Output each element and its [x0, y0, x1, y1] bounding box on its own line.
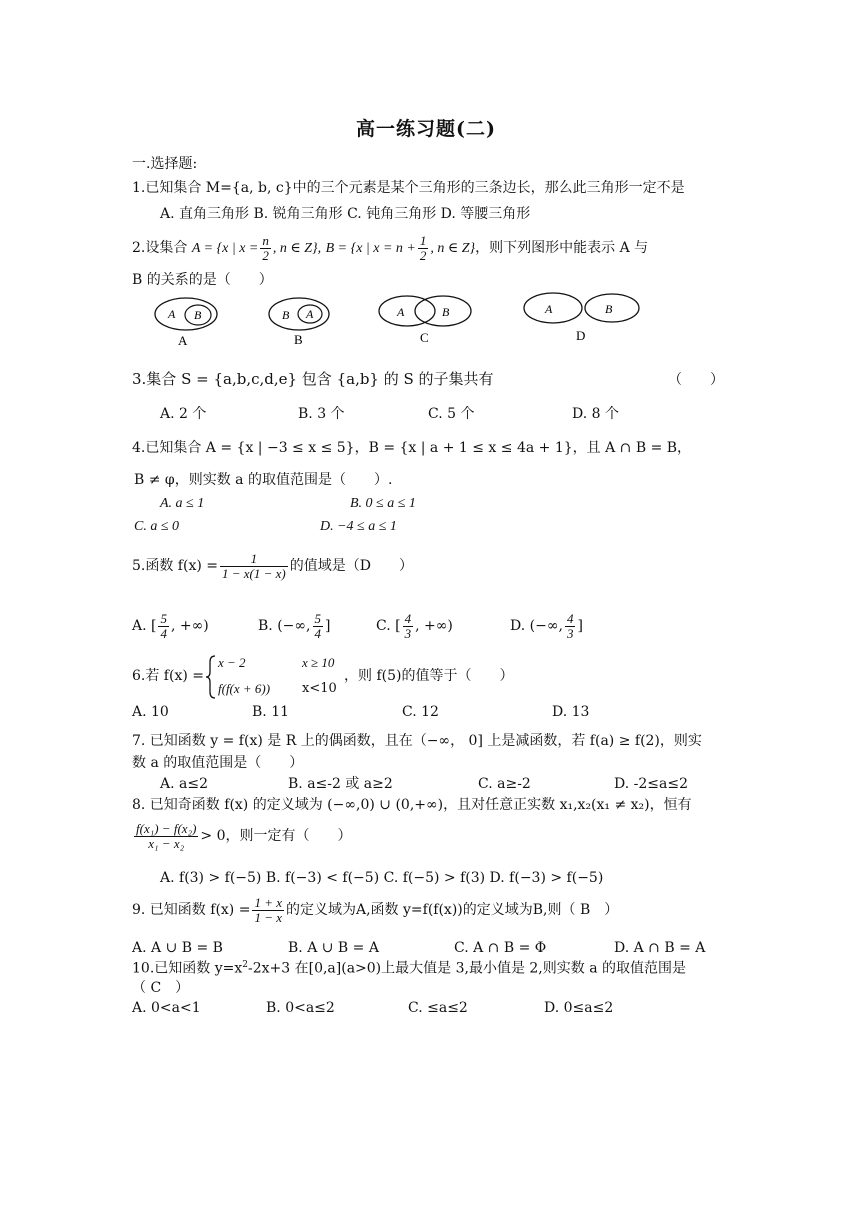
- q7-option-c: C. a≥-2: [478, 776, 531, 792]
- venn-diagram-b: [269, 298, 329, 347]
- venn-a-outer-label: A: [168, 307, 176, 321]
- q5-num: 1: [220, 552, 288, 567]
- q6-case2-expr: f(f(x + 6)): [218, 681, 271, 696]
- q10-option-b: B. 0<a≤2: [266, 1000, 335, 1016]
- q6-option-a: A. 10: [132, 704, 169, 720]
- q3-stem: 3.集合 S = {a,b,c,d,e} 包含 {a,b} 的 S 的子集共有: [132, 370, 494, 388]
- q2-set-a-left: A = {x | x =: [191, 241, 259, 257]
- q7-stem: 7. 已知函数 y = f(x) 是 R 上的偶函数，且在（−∞， 0] 上是减函数，若 f(a) ≥ f(2)，则实: [132, 733, 702, 749]
- q5-option-a-right: , +∞): [170, 618, 209, 635]
- q2-set-b-right: , n ∈ Z}: [430, 241, 476, 257]
- q5-option-a-frac: [158, 612, 169, 640]
- q5-option-d-left: D. (−∞,: [510, 618, 563, 635]
- q8-frac-den: x₁ − x₂: [148, 835, 185, 851]
- venn-d-right-label: B: [605, 302, 613, 316]
- q5-den: 1 − x(1 − x): [222, 565, 286, 581]
- q8-stem: 8. 已知奇函数 f(x) 的定义域为 (−∞,0) ∪ (0,+∞)，且对任意正实数 x₁,x₂(x₁ ≠ x₂)，恒有: [132, 797, 692, 813]
- q9-den: 1 − x: [254, 909, 282, 925]
- venn-a-outer-circle: [155, 298, 217, 330]
- q5-option-c: [376, 612, 453, 640]
- q9-fraction: [252, 896, 284, 924]
- q5-option-b-den: 4: [314, 625, 321, 641]
- q10-stem: [132, 960, 686, 977]
- q5-option-c-left: C. [: [376, 618, 401, 635]
- q9-num: 1 + x: [254, 895, 282, 910]
- q5-option-d-frac: [565, 612, 576, 640]
- q5-option-a-num: 5: [160, 611, 167, 626]
- venn-c-left-label: A: [397, 305, 405, 319]
- q8-frac-num: f(x₁) − f(x₂): [136, 821, 197, 836]
- venn-b-inner-label: A: [306, 307, 314, 321]
- q9-option-a: A. A ∪ B = B: [132, 940, 223, 956]
- q8-options: A. f(3) > f(−5) B. f(−3) < f(−5) C. f(−5) > f(3) D. f(−3) > f(−5): [160, 870, 604, 886]
- q4-option-d: D. −4 ≤ a ≤ 1: [320, 519, 397, 534]
- venn-a-caption: A: [178, 333, 188, 348]
- q4-option-b: B. 0 ≤ a ≤ 1: [350, 496, 416, 511]
- q5-lead: 5.函数 f(x) =: [132, 558, 218, 575]
- q2-lead: 2.设集合: [132, 240, 188, 257]
- q7-option-a: A. a≤2: [160, 776, 208, 792]
- venn-c-right-label: B: [442, 305, 450, 319]
- venn-b-outer-circle: [269, 298, 329, 330]
- q5-option-c-den: 3: [404, 625, 412, 641]
- q2-set-a-den: 2: [262, 247, 269, 263]
- q5-option-d-den: 3: [566, 625, 574, 641]
- q9-option-d: D. A ∩ B = A: [614, 940, 706, 956]
- q4-stem-2: B ≠ φ，则实数 a 的取值范围是（ ）.: [134, 472, 393, 488]
- venn-d-left-circle: [524, 293, 582, 323]
- q6-tail: ，则 f(5)的值等于（ ）: [344, 668, 514, 684]
- q5-option-a-left: A. [: [132, 618, 157, 635]
- q2-set-b-den: 2: [419, 247, 427, 263]
- q5-option-d: [510, 612, 583, 640]
- q9-tail: 的定义域为A,函数 y=f(f(x))的定义域为B,则（ B ）: [286, 902, 619, 919]
- q9-option-b: B. A ∪ B = A: [288, 940, 379, 956]
- q10-option-d: D. 0≤a≤2: [544, 1000, 614, 1016]
- q5-option-b-frac: [313, 612, 324, 640]
- q3-option-a: A. 2 个: [160, 406, 207, 422]
- q4-option-a: A. a ≤ 1: [160, 496, 205, 511]
- page-title: 高一练习题(二): [356, 118, 496, 140]
- q6-case2-cond: x<10: [302, 681, 337, 696]
- q5-option-d-right: ]: [577, 618, 583, 635]
- q10-answer: （ C ）: [132, 980, 190, 996]
- q2-set-a-num: n: [262, 233, 269, 248]
- q9-stem: [132, 896, 618, 924]
- q7-option-d: D. -2≤a≤2: [614, 776, 688, 792]
- q5-option-b-left: B. (−∞,: [258, 618, 311, 635]
- q8-fraction-line: [132, 822, 352, 850]
- q5-tail: 的值域是（D ）: [289, 558, 413, 575]
- q5-option-a-den: 4: [160, 625, 167, 641]
- q5-option-c-frac: [403, 612, 414, 640]
- venn-b-outer-label: B: [282, 308, 290, 322]
- q8-fraction: [134, 822, 198, 850]
- q4-option-c: C. a ≤ 0: [134, 519, 180, 534]
- q5-option-c-right: , +∞): [415, 618, 453, 635]
- q2-venn-diagrams: [140, 292, 660, 352]
- venn-c-caption: C: [420, 330, 429, 345]
- q5-option-d-num: 4: [566, 611, 574, 626]
- q5-stem: [132, 552, 413, 580]
- q6-option-b: B. 11: [252, 704, 290, 720]
- q10-stem-post: -2x+3 在[0,a](a>0)上最大值是 3,最小值是 2,则实数 a 的取值范围是: [247, 960, 687, 977]
- venn-a-inner-label: B: [194, 308, 202, 322]
- q7-option-b: B. a≤-2 或 a≥2: [288, 776, 393, 792]
- q2-set-b-frac: [418, 234, 429, 262]
- q10-option-c: C. ≤a≤2: [408, 1000, 468, 1016]
- q2-stem: [132, 234, 648, 262]
- q8-tail: > 0，则一定有（ ）: [200, 828, 352, 845]
- q6-option-c: C. 12: [402, 704, 439, 720]
- q10-stem-pre: 10.已知函数 y=x: [132, 960, 243, 977]
- q9-lead: 9. 已知函数 f(x) =: [132, 902, 251, 919]
- q10-stem-sup: 2: [242, 960, 248, 970]
- q1-stem: 1.已知集合 M={a, b, c}中的三个元素是某个三角形的三条边长，那么此三角形一定不是: [132, 180, 685, 196]
- q7-stem-2: 数 a 的取值范围是（ ）: [132, 755, 304, 771]
- q6-brace: [204, 654, 218, 700]
- q5-option-b-num: 5: [314, 611, 321, 626]
- venn-b-caption: B: [294, 332, 303, 347]
- q3-option-d: D. 8 个: [572, 406, 619, 422]
- q6-case1-expr: x − 2: [218, 655, 246, 670]
- q3-paren: （ ）: [668, 372, 724, 388]
- venn-diagram-c: [379, 296, 471, 345]
- venn-d-left-label: A: [545, 302, 553, 316]
- q2-set-a-frac: [260, 234, 271, 262]
- q5-option-a: [132, 612, 209, 640]
- q5-option-b: [258, 612, 330, 640]
- q1-options: A. 直角三角形 B. 锐角三角形 C. 钝角三角形 D. 等腰三角形: [160, 206, 531, 222]
- q5-option-b-right: ]: [325, 618, 331, 635]
- q6-option-d: D. 13: [552, 704, 590, 720]
- q4-stem: 4.已知集合 A = {x | −3 ≤ x ≤ 5}，B = {x | a + 1 ≤ x ≤ 4a + 1}，且 A ∩ B = B，: [132, 440, 692, 456]
- q2-set-b-left: B = {x | x = n +: [325, 241, 416, 257]
- q9-option-c: C. A ∩ B = Φ: [454, 940, 547, 956]
- q5-fraction: [220, 552, 288, 580]
- venn-c-left-circle: [379, 296, 435, 326]
- venn-diagram-d: [524, 293, 639, 343]
- venn-d-caption: D: [576, 328, 586, 343]
- q2-stem-2: B 的关系的是（ ）: [132, 272, 273, 288]
- q2-set-b-num: 1: [419, 233, 427, 248]
- q5-option-c-num: 4: [404, 611, 412, 626]
- q2-set-a-right: , n ∈ Z},: [272, 241, 322, 257]
- q3-option-c: C. 5 个: [428, 406, 475, 422]
- section-heading: 一.选择题:: [132, 156, 198, 172]
- q6-lead: 6.若 f(x) =: [132, 668, 204, 684]
- q2-tail: ，则下列图形中能表示 A 与: [475, 240, 649, 257]
- q3-option-b: B. 3 个: [298, 406, 345, 422]
- q6-case1-cond: x ≥ 10: [302, 655, 335, 670]
- venn-diagram-a: [155, 298, 217, 348]
- q10-option-a: A. 0<a<1: [132, 1000, 201, 1016]
